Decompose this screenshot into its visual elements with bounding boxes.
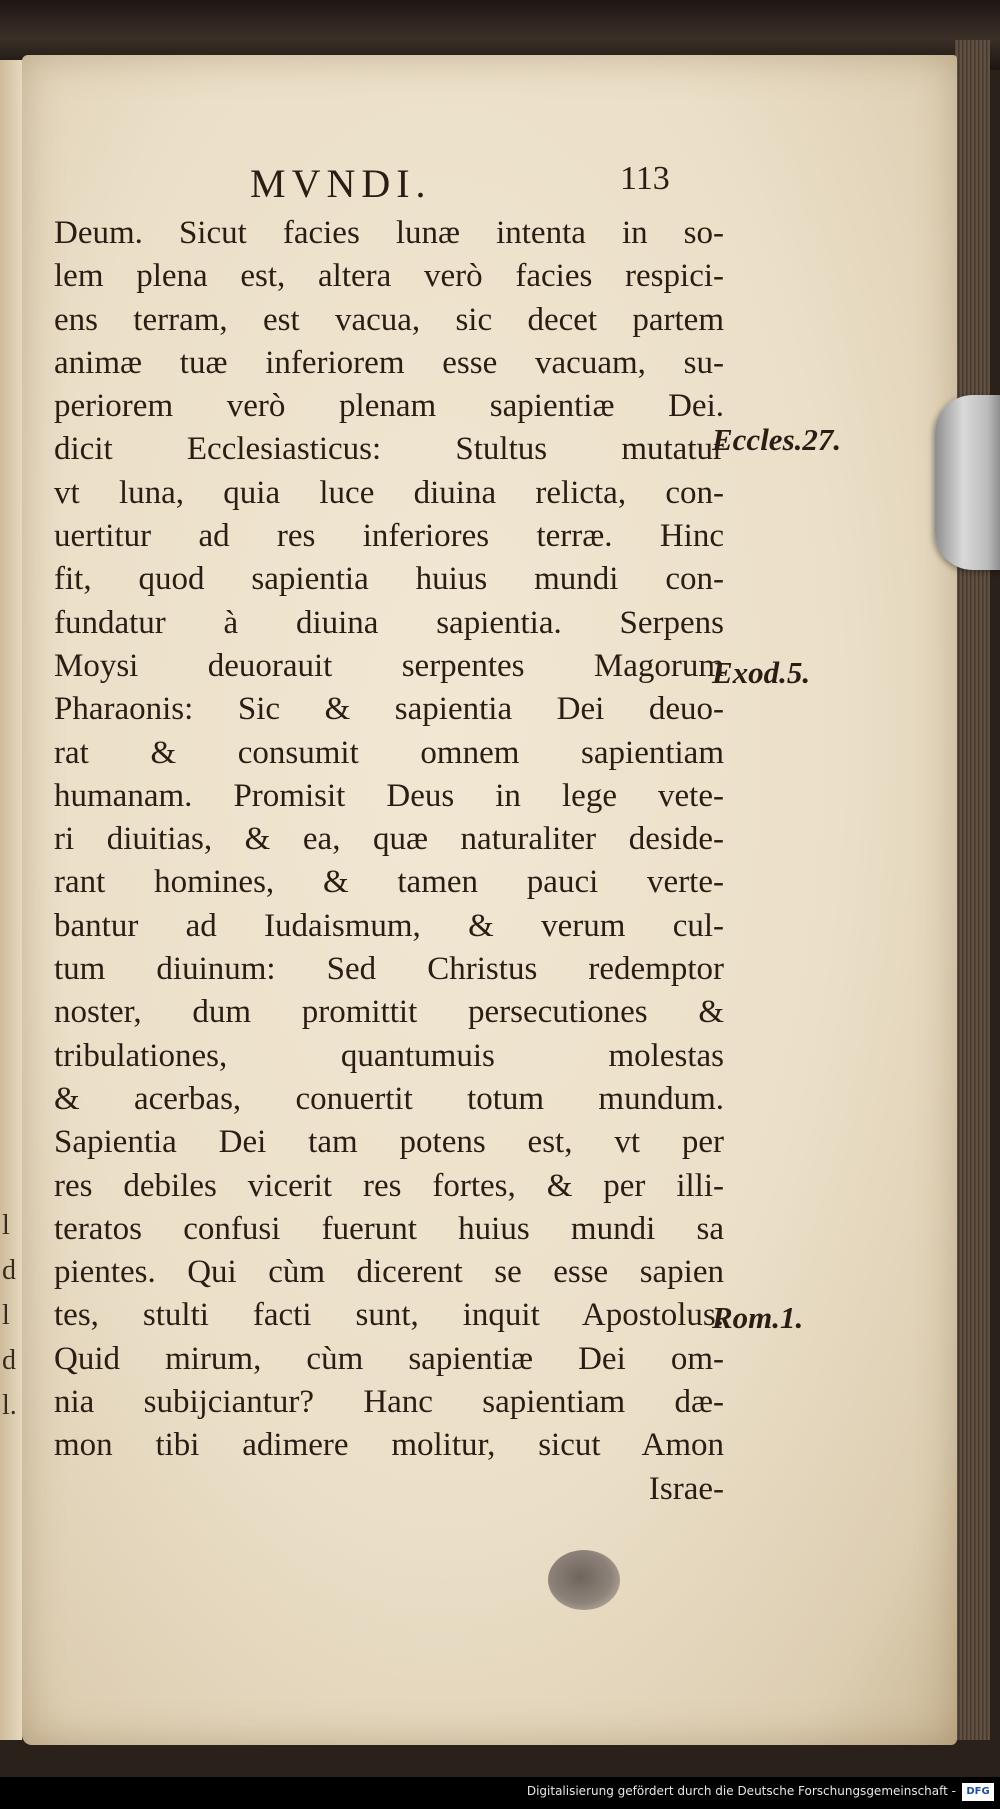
facing-page-fragment: d [2,1255,16,1286]
text-line: vt luna, quia luce diuina relicta, con- [54,474,724,511]
text-line: humanam. Promisit Deus in lege vete- [54,777,724,814]
text-line: fundatur à diuina sapientia. Serpens [54,604,724,641]
footer-credit: Digitalisierung gefördert durch die Deutsche Forschungsgemeinschaft - [526,1784,956,1798]
facing-page-fragment: l [2,1210,10,1241]
margin-note-exod: Exod.5. [712,655,811,690]
facing-page-fragment: l [2,1300,10,1331]
body-text [54,212,724,1511]
page-number: 113 [620,160,670,197]
text-line: noster, dum promittit persecutiones & [54,994,724,1031]
text-line: ri diuitias, & ea, quæ naturaliter deside- [54,821,724,858]
facing-page-strip [0,60,22,1740]
text-line: mon tibi adimere molitur, sicut Amon [54,1427,724,1464]
running-title: MVNDI. [250,161,432,206]
text-line: res debiles vicerit res fortes, & per illi- [54,1167,724,1204]
facing-page-fragment: l. [2,1390,17,1421]
text-line: Pharaonis: Sic & sapientia Dei deuo- [54,691,724,728]
ink-stain [548,1550,620,1610]
text-line: Sapientia Dei tam potens est, vt per [54,1124,724,1161]
margin-note-eccles: Eccles.27. [712,422,842,457]
text-line: uertitur ad res inferiores terræ. Hinc [54,518,724,555]
text-line: fit, quod sapientia huius mundi con- [54,561,724,598]
text-line: teratos confusi fuerunt huius mundi sa [54,1210,724,1247]
text-line: tum diuinum: Sed Christus redemptor [54,951,724,988]
text-line: tes, stulti facti sunt, inquit Apostolus. [54,1297,724,1334]
text-line: Quid mirum, cùm sapientiæ Dei om- [54,1340,724,1377]
page-clip [935,395,1000,570]
dfg-logo: DFG [962,1783,994,1801]
text-line: animæ tuæ inferiorem esse vacuam, su- [54,344,724,381]
text-line: ens terram, est vacua, sic decet partem [54,301,724,338]
text-line: rat & consumit omnem sapientiam [54,734,724,771]
text-line: lem plena est, altera verò facies respici- [54,258,724,295]
margin-note-rom: Rom.1. [712,1300,804,1335]
text-line: dicit Ecclesiasticus: Stultus mutatur [54,431,724,468]
text-line: pientes. Qui cùm dicerent se esse sapien [54,1254,724,1291]
text-line: periorem verò plenam sapientiæ Dei. [54,388,724,425]
text-line: bantur ad Iudaismum, & verum cul- [54,907,724,944]
text-line: tribulationes, quantumuis molestas [54,1037,724,1074]
text-line: & acerbas, conuertit totum mundum. [54,1080,724,1117]
text-line: rant homines, & tamen pauci verte- [54,864,724,901]
page-header [250,160,700,208]
page-block-edge [955,40,990,1740]
footer-bar [0,1777,1000,1809]
text-line: Deum. Sicut facies lunæ intenta in so- [54,215,724,251]
catchword: Israe- [648,1470,724,1507]
text-line: Moysi deuorauit serpentes Magorum [54,647,724,684]
text-line: nia subijciantur? Hanc sapientiam dæ- [54,1384,724,1421]
facing-page-fragment: d [2,1345,16,1376]
